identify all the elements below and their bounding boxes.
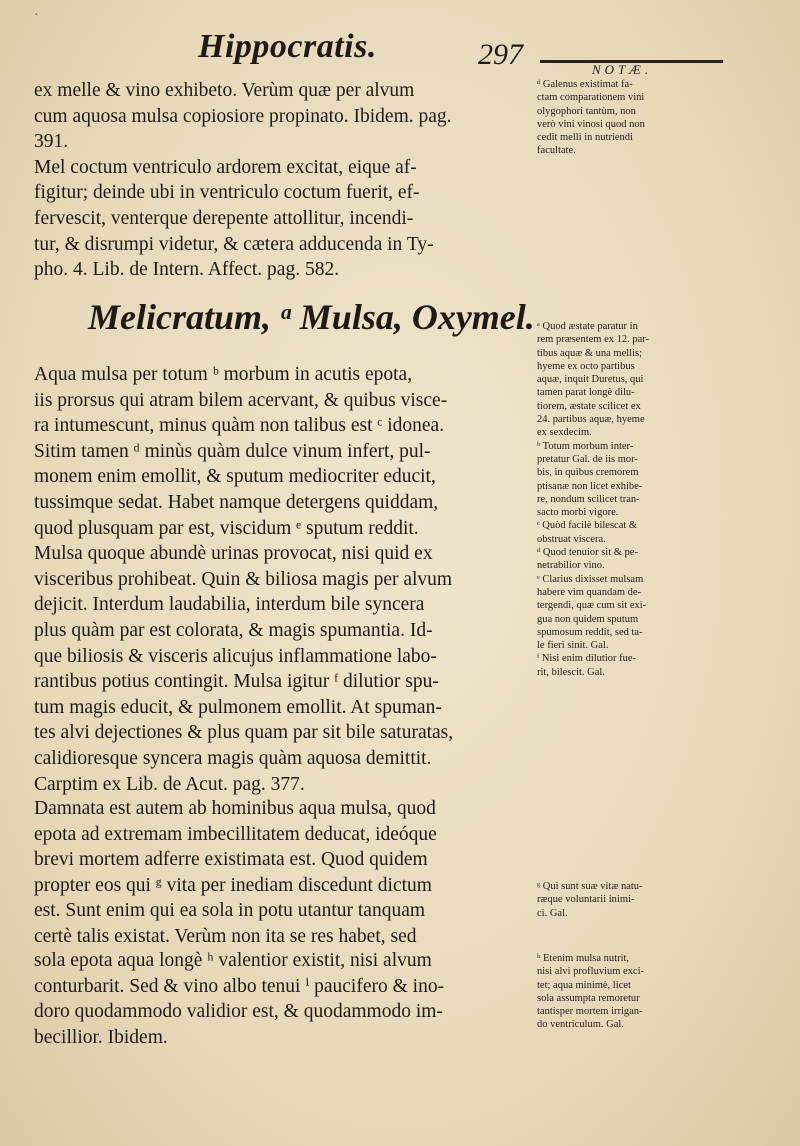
text-line: cum aquosa mulsa copiosiore propinato. Ibidem. pag. <box>34 105 452 127</box>
note-line: tamen parat longè dilu- <box>537 387 635 399</box>
note-line: ex sexdecim. <box>537 427 592 439</box>
text-line: propter eos qui ᵍ vita per inediam discedunt dictum <box>34 874 432 896</box>
text-line: conturbarit. Sed & vino albo tenui ⁱ paucifero & ino- <box>34 975 445 997</box>
note-line: tergendi, quæ cum sit exi- <box>537 600 647 612</box>
note-line: ci. Gal. <box>537 907 568 919</box>
text-line: tussimque sedat. Habet namque detergens quiddam, <box>34 491 439 513</box>
text-line: monem enim emollit, & sputum mediocriter educit, <box>34 466 436 488</box>
text-line: visceribus prohibeat. Quin & biliosa magis per alvum <box>34 568 453 590</box>
paragraph-1 <box>34 78 529 283</box>
note-line: facultate. <box>537 145 576 157</box>
note-line: tibus aquæ & una mellis; <box>537 347 642 359</box>
text-line: pho. 4. Lib. de Intern. Affect. pag. 582. <box>34 259 340 281</box>
note-line: obstruat viscera. <box>537 533 606 545</box>
note-line: verò vini vinosi quod non <box>537 118 645 130</box>
note-line: ᶠ Nisi enim dilutior fue- <box>537 653 637 665</box>
note-line: tiorem, æstate scilicet ex <box>537 400 641 412</box>
note-line: ᵇ Totum morbum inter- <box>537 440 634 452</box>
text-line: iis prorsus qui atram bilem acervant, & quibus visce- <box>34 389 448 411</box>
text-line: est. Sunt enim qui ea sola in potu utantur tanquam <box>34 900 426 922</box>
paragraph-2 <box>34 362 529 797</box>
text-line: que biliosis & visceris alicujus inflammatione labo- <box>34 645 437 667</box>
text-line: tum magis educit, & pulmonem emollit. At spuman- <box>34 696 442 718</box>
note-line: cedit melli in nutriendi <box>537 132 633 144</box>
text-line: epota ad extremam imbecillitatem deducat, ideóque <box>34 823 437 845</box>
text-line: calidioresque syncera magis quàm aquosa demittit. <box>34 747 432 769</box>
note-line: ptisanæ non licet exhibe- <box>537 480 643 492</box>
text-line: Carptim ex Lib. de Acut. pag. 377. <box>34 773 305 795</box>
text-line: becillior. Ibidem. <box>34 1026 168 1048</box>
note-line: pretatur Gal. de iis mor- <box>537 453 638 465</box>
text-line: figitur; deinde ubi in ventriculo coctum fuerit, ef- <box>34 182 420 204</box>
marginal-note-h <box>537 952 727 1032</box>
text-line: Damnata est autem ab hominibus aqua mulsa, quod <box>34 798 436 819</box>
text-line: ex melle & vino exhibeto. Verùm quæ per alvum <box>34 80 415 101</box>
paragraph-3 <box>34 796 529 950</box>
text-line: quod plusquam par est, viscidum ᵉ sputum reddit. <box>34 517 419 539</box>
note-line: le fieri sinit. Gal. <box>537 640 609 652</box>
note-line: nisi alvi profluvium exci- <box>537 966 645 978</box>
note-line: aquæ, inquit Duretus, qui <box>537 374 644 386</box>
note-line: ᶜ Quòd facilè bilescat & <box>537 520 638 532</box>
text-line: Mulsa quoque abundè urinas provocat, nisi quid ex <box>34 543 433 565</box>
text-line: ra intumescunt, minus quàm non talibus est ᶜ idonea. <box>34 415 445 437</box>
text-line: plus quàm par est colorata, & magis spumantia. Id- <box>34 619 433 641</box>
section-title: Melicratum, ᵃ Mulsa, Oxymel. <box>88 297 535 337</box>
note-line: netrabilior vino. <box>537 560 605 572</box>
text-line: tes alvi dejectiones & plus quam par sit bile saturatas, <box>34 722 454 744</box>
text-line: sola epota aqua longè ʰ valentior existit, nisi alvum <box>34 950 432 971</box>
text-line: rantibus potius contingit. Mulsa igitur ᶠ dilutior spu- <box>34 671 439 693</box>
note-line: bis, in quibus cremorem <box>537 467 639 479</box>
note-line: sola assumpta remoretur <box>537 992 640 1004</box>
note-line: re, nondum scilicet tran- <box>537 493 640 505</box>
notae-heading: NOTÆ. <box>592 62 653 77</box>
text-line: tur, & disrumpi videtur, & cætera adducenda in Ty- <box>34 233 434 255</box>
page-number: 297 <box>478 38 523 71</box>
note-line: ᵍ Qui sunt suæ vitæ natu- <box>537 881 643 892</box>
text-line: dejicit. Interdum laudabilia, interdum bile syncera <box>34 594 425 616</box>
text-line: Aqua mulsa per totum ᵇ morbum in acutis epota, <box>34 364 413 385</box>
note-line: gua non quidem sputum <box>537 613 639 625</box>
note-line: habere vim quandam de- <box>537 586 642 598</box>
note-line: tet; aqua minimè, licet <box>537 979 631 991</box>
note-line: olygophori tantùm, non <box>537 105 636 117</box>
note-line: ᵈ Galenus existimat fa- <box>537 79 633 90</box>
running-head-title: Hippocratis. <box>198 28 377 65</box>
note-line: do ventriculum. Gal. <box>537 1019 624 1031</box>
note-line: ʰ Etenim mulsa nutrit, <box>537 953 630 964</box>
text-line: fervescit, venterque derepente attollitur, incendi- <box>34 207 414 229</box>
note-line: ᵃ Quod æstate paratur in <box>537 321 638 332</box>
note-line: tantisper mortem irrigan- <box>537 1006 643 1018</box>
note-line: ræque voluntarii inimi- <box>537 894 635 906</box>
marginal-note-g <box>537 880 727 920</box>
marginal-notes-a-f <box>537 320 727 679</box>
text-line: brevi mortem adferre existimata est. Quod quidem <box>34 849 428 871</box>
text-line: Sitim tamen ᵈ minùs quàm dulce vinum infert, pul- <box>34 440 431 462</box>
note-line: rem præsentem ex 12. par- <box>537 334 650 346</box>
text-line: doro quodammodo validior est, & quodammodo im- <box>34 1001 443 1023</box>
note-line: hyeme ex octo partibus <box>537 360 635 372</box>
text-line: 391. <box>34 131 69 153</box>
text-line: Mel coctum ventriculo ardorem excitat, eique af- <box>34 156 417 178</box>
note-line: ctam comparationem vini <box>537 92 645 104</box>
note-line: spumosum reddit, sed ta- <box>537 626 643 638</box>
note-line: rit, bilescit. Gal. <box>537 666 605 678</box>
marginal-note-d <box>537 78 727 158</box>
paragraph-4 <box>34 948 529 1050</box>
note-line: ᵈ Quod tenuior sit & pe- <box>537 547 638 559</box>
note-line: 24. partibus aquæ, hyeme <box>537 414 645 426</box>
note-line: ᵉ Clarius dixisset mulsam <box>537 573 644 585</box>
note-line: sacto morbi vigore. <box>537 507 619 519</box>
text-line: certè talis existat. Verùm non ita se res habet, sed <box>34 925 417 947</box>
page-corner-mark: · <box>34 8 39 23</box>
